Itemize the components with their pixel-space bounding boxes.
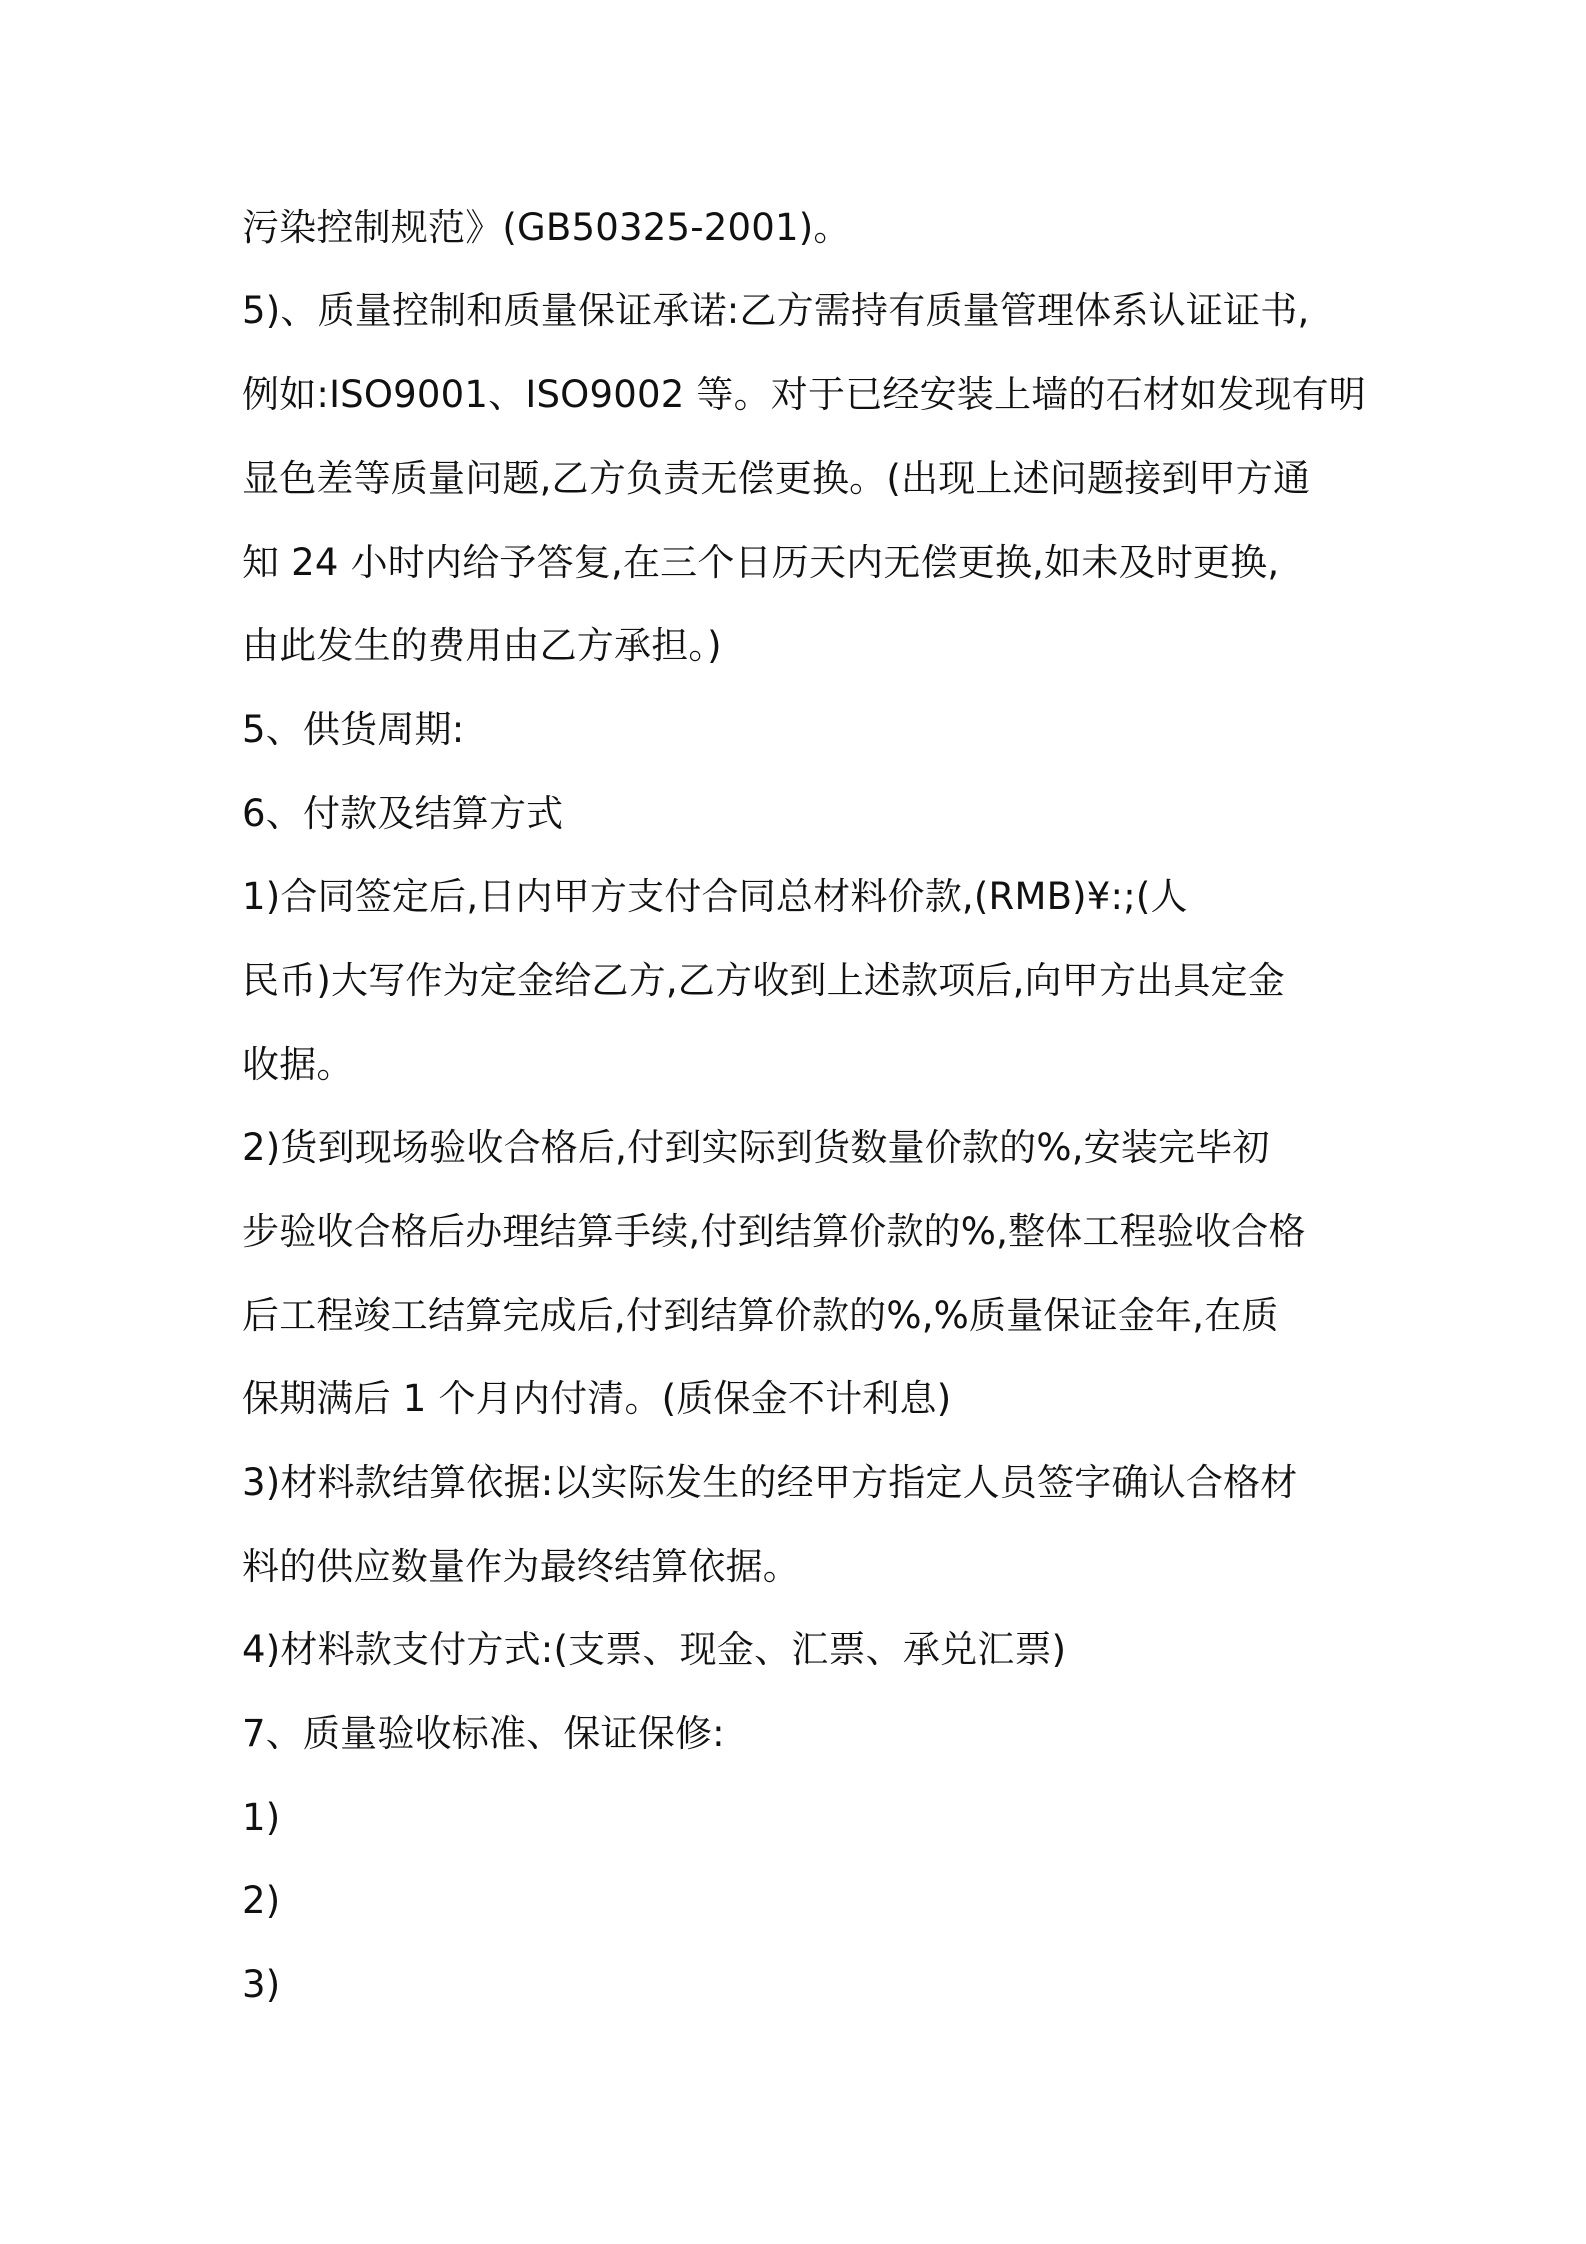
text-line: 2)货到现场验收合格后,付到实际到货数量价款的%,安装完毕初	[242, 1126, 1270, 1169]
section-heading: 7、质量验收标准、保证保修:	[242, 1712, 725, 1755]
list-item: 1)	[242, 1796, 281, 1839]
text-line: 民币)大写作为定金给乙方,乙方收到上述款项后,向甲方出具定金	[242, 959, 1285, 1002]
text-line: 步验收合格后办理结算手续,付到结算价款的%,整体工程验收合格	[242, 1210, 1306, 1253]
text-line: 5)、质量控制和质量保证承诺:乙方需持有质量管理体系认证证书,	[242, 289, 1310, 332]
text-line: 3)材料款结算依据:以实际发生的经甲方指定人员签字确认合格材	[242, 1461, 1298, 1504]
text-line: 例如:ISO9001、ISO9002 等。对于已经安装上墙的石材如发现有明	[242, 373, 1366, 416]
text-line: 收据。	[242, 1043, 354, 1086]
text-line: 知 24 小时内给予答复,在三个日历天内无偿更换,如未及时更换,	[242, 541, 1280, 584]
text-line: 由此发生的费用由乙方承担。)	[242, 624, 722, 667]
list-item: 3)	[242, 1963, 281, 2006]
text-line: 1)合同签定后,日内甲方支付合同总材料价款,(RMB)¥:;(人	[242, 875, 1188, 918]
section-heading: 5、供货周期:	[242, 708, 465, 751]
text-line: 显色差等质量问题,乙方负责无偿更换。(出现上述问题接到甲方通	[242, 457, 1311, 500]
text-line: 后工程竣工结算完成后,付到结算价款的%,%质量保证金年,在质	[242, 1294, 1279, 1337]
text-line: 4)材料款支付方式:(支票、现金、汇票、承兑汇票)	[242, 1628, 1067, 1671]
text-line: 保期满后 1 个月内付清。(质保金不计利息)	[242, 1377, 952, 1420]
section-heading: 6、付款及结算方式	[242, 792, 564, 835]
text-line: 污染控制规范》(GB50325-2001)。	[242, 206, 851, 249]
list-item: 2)	[242, 1879, 281, 1922]
text-line: 料的供应数量作为最终结算依据。	[242, 1545, 800, 1588]
